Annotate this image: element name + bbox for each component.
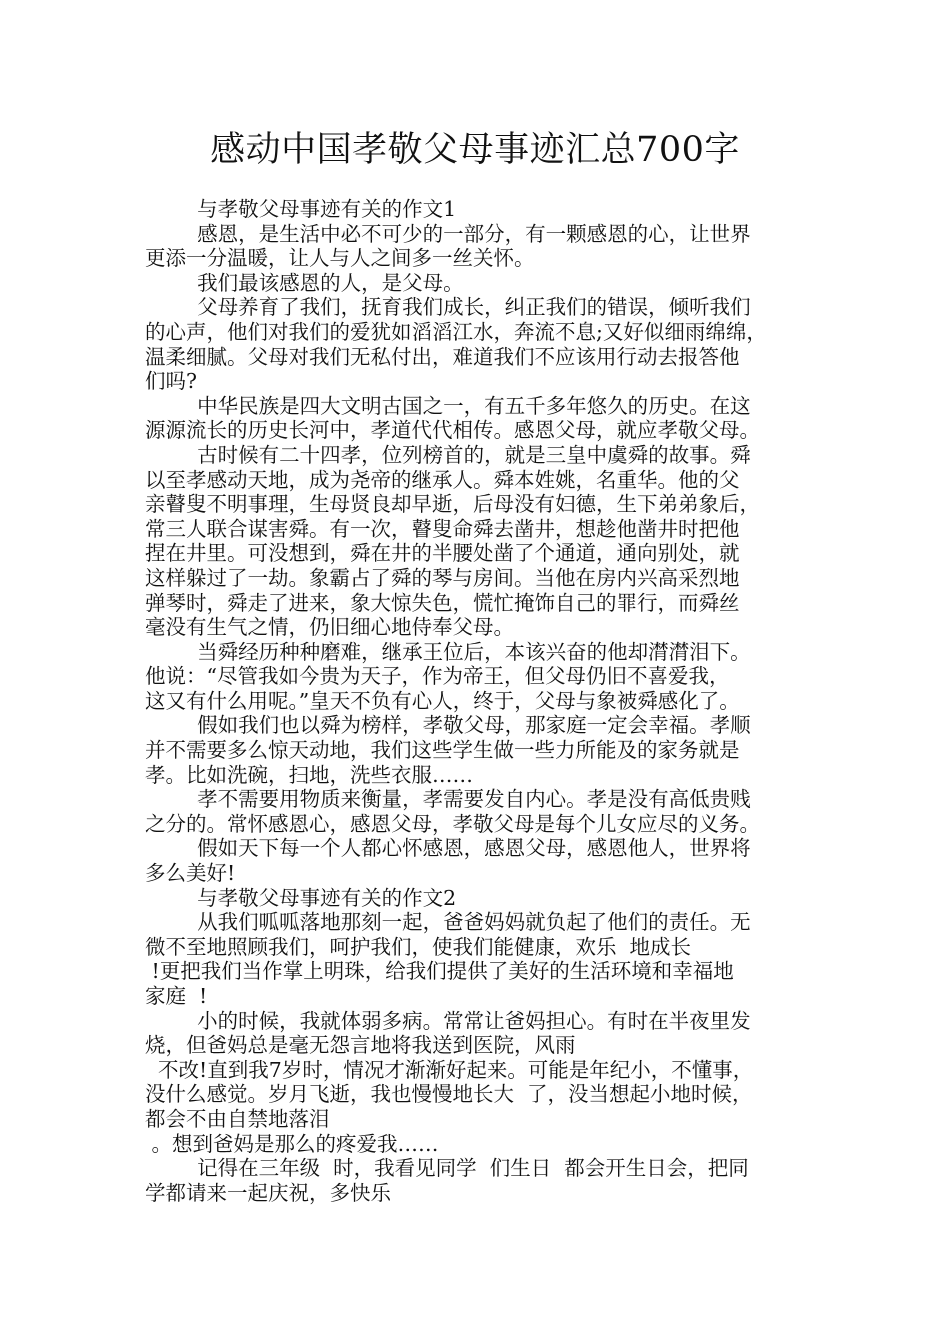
text-line: 并不需要多么惊天动地，我们这些学生做一些力所能及的家务就是: [145, 738, 740, 763]
text-line: 记得在三年级 时，我看见同学 们生日 都会开生日会，把同: [145, 1156, 749, 1181]
text-line: 孝。比如洗碗，扫地，洗些衣服……: [145, 762, 473, 787]
text-line: 不改!直到我7岁时，情况才渐渐好起来。可能是年纪小，不懂事，: [145, 1057, 754, 1082]
text-line: 常三人联合谋害舜。有一次，瞽叟命舜去凿井，想趁他凿井时把他: [145, 516, 740, 541]
text-line: 家庭 !: [145, 984, 208, 1008]
text-line: 感恩，是生活中必不可少的一部分，有一颗感恩的心，让世界: [145, 221, 751, 246]
text-line: 假如天下每一个人都心怀感恩，感恩父母，感恩他人，世界将: [145, 836, 751, 861]
text-line: 孝不需要用物质来衡量，孝需要发自内心。孝是没有高低贵贱: [145, 787, 751, 812]
text-line: 小的时候，我就体弱多病。常常让爸妈担心。有时在半夜里发: [145, 1008, 751, 1033]
text-line: 。想到爸妈是那么的疼爱我……: [145, 1131, 439, 1156]
text-line: 与孝敬父母事迹有关的作文1: [145, 197, 457, 221]
text-line: 都会不由自禁地落泪: [145, 1106, 330, 1131]
document-body: [145, 197, 825, 1205]
text-line: 学都请来一起庆祝，多快乐: [145, 1180, 391, 1205]
text-line: 他说：“尽管我如今贵为天子，作为帝王，但父母仍旧不喜爱我，: [145, 664, 730, 689]
text-line: 捏在井里。可没想到，舜在井的半腰处凿了个通道，通向别处，就: [145, 541, 740, 566]
text-line: 源源流长的历史长河中，孝道代代相传。感恩父母，就应孝敬父母。: [145, 418, 760, 443]
text-line: 从我们呱呱落地那刻一起，爸爸妈妈就负起了他们的责任。无: [145, 910, 751, 935]
text-line: 父母养育了我们，抚育我们成长，纠正我们的错误，倾听我们: [145, 295, 751, 320]
text-line: 们吗?: [145, 369, 197, 394]
text-line: 这又有什么用呢。”皇天不负有心人，终于，父母与象被舜感化了。: [145, 688, 740, 713]
text-line: 我们最该感恩的人，是父母。: [145, 270, 464, 295]
text-line: 毫没有生气之情，仍旧细心地侍奉父母。: [145, 615, 514, 640]
document-title: 感动中国孝敬父母事迹汇总700字: [210, 130, 740, 170]
text-line: 没什么感觉。岁月飞逝，我也慢慢地长大 了，没当想起小地时候，: [145, 1082, 753, 1107]
text-line: 的心声，他们对我们的爱犹如滔滔江水，奔流不息;又好似细雨绵绵，: [145, 319, 767, 344]
text-line: 亲瞽叟不明事理，生母贤良却早逝，后母没有妇德，生下弟弟象后，: [145, 492, 760, 517]
text-line: 多么美好!: [145, 861, 236, 886]
text-line: !更把我们当作掌上明珠，给我们提供了美好的生活环境和幸福地: [145, 959, 734, 984]
text-line: 温柔细腻。父母对我们无私付出，难道我们不应该用行动去报答他: [145, 344, 740, 369]
text-line: 与孝敬父母事迹有关的作文2: [145, 885, 457, 910]
text-line: 之分的。常怀感恩心，感恩父母，孝敬父母是每个儿女应尽的义务。: [145, 811, 760, 836]
text-line: 烧，但爸妈总是毫无怨言地将我送到医院，风雨: [145, 1033, 576, 1058]
text-line: 这样躲过了一劫。象霸占了舜的琴与房间。当他在房内兴高采烈地: [145, 565, 740, 590]
text-line: 弹琴时，舜走了进来，象大惊失色，慌忙掩饰自己的罪行，而舜丝: [145, 590, 740, 615]
text-line: 当舜经历种种磨难，继承王位后，本该兴奋的他却潸潸泪下。: [145, 639, 751, 664]
text-line: 假如我们也以舜为榜样，孝敬父母，那家庭一定会幸福。孝顺: [145, 713, 751, 738]
text-line: 古时候有二十四孝，位列榜首的，就是三皇中虞舜的故事。舜: [145, 442, 751, 467]
text-line: 中华民族是四大文明古国之一，有五千多年悠久的历史。在这: [145, 393, 751, 418]
text-line: 以至孝感动天地，成为尧帝的继承人。舜本姓姚，名重华。他的父: [145, 467, 740, 492]
text-line: 更添一分温暖，让人与人之间多一丝关怀。: [145, 246, 535, 271]
text-line: 微不至地照顾我们，呵护我们，使我们能健康，欢乐 地成长: [145, 934, 692, 959]
